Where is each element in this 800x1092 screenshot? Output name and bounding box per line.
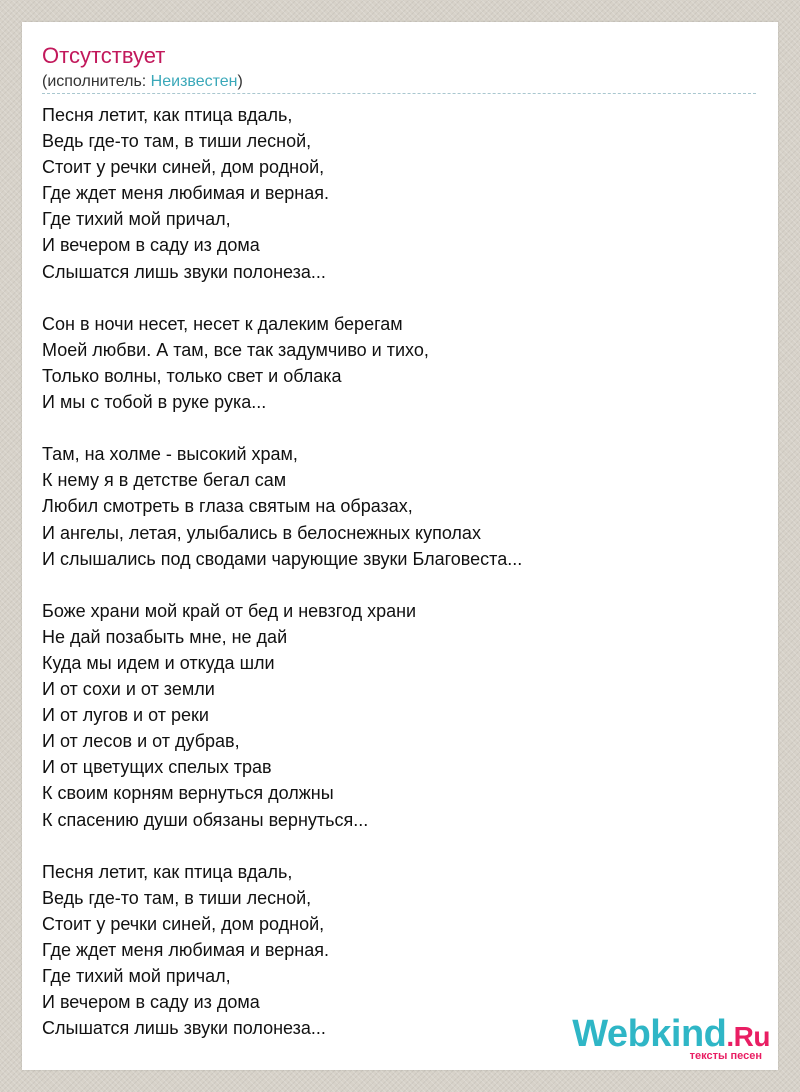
artist-link[interactable]: Неизвестен: [150, 73, 238, 90]
artist-suffix: ): [237, 73, 243, 90]
dashed-divider: [42, 93, 756, 94]
song-title: Отсутствует: [42, 43, 166, 68]
watermark-tld: .Ru: [726, 1021, 770, 1052]
lyrics-card: [22, 22, 778, 1070]
site-watermark-logo: [570, 1014, 770, 1060]
lyrics-text: Песня летит, как птица вдаль, Ведь где-то там, в тиши лесной, Стоит у речки синей, дом родной, Где ждет меня любимая и верная. Где тихий мой причал, И вечером в саду из дома Слышатся лишь звуки полонеза... Сон в ночи несет, несет к далеким берегам Моей любви. А там, все так задумчиво и тихо, Только волны, только свет и облака И мы с тобой в руке рука... Там, на холме - высокий храм, К нему я в детстве бегал сам Любил смотреть в глаза святым на образах, И ангелы, летая, улыбались в белоснежных куполах И слышались под сводами чарующие звуки Благовеста... Боже храни мой край от бед и невзгод храни Не дай позабыть мне, не дай Куда мы идем и откуда шли И от сохи и от земли И от лугов и от реки И от лесов и от дубрав, И от цветущих спелых трав К своим корням вернуться должны К спасению души обязаны вернуться... Песня летит, как птица вдаль, Ведь где-то там, в тиши лесной, Стоит у речки синей, дом родной, Где ждет меня любимая и верная. Где тихий мой причал, И вечером в саду из дома Слышатся лишь звуки полонеза...: [42, 105, 523, 1039]
watermark-name: Webkind: [572, 1013, 727, 1055]
artist-prefix: (исполнитель:: [42, 73, 151, 90]
watermark-tagline: тексты песен: [689, 1050, 762, 1062]
artist-line: [42, 73, 243, 91]
